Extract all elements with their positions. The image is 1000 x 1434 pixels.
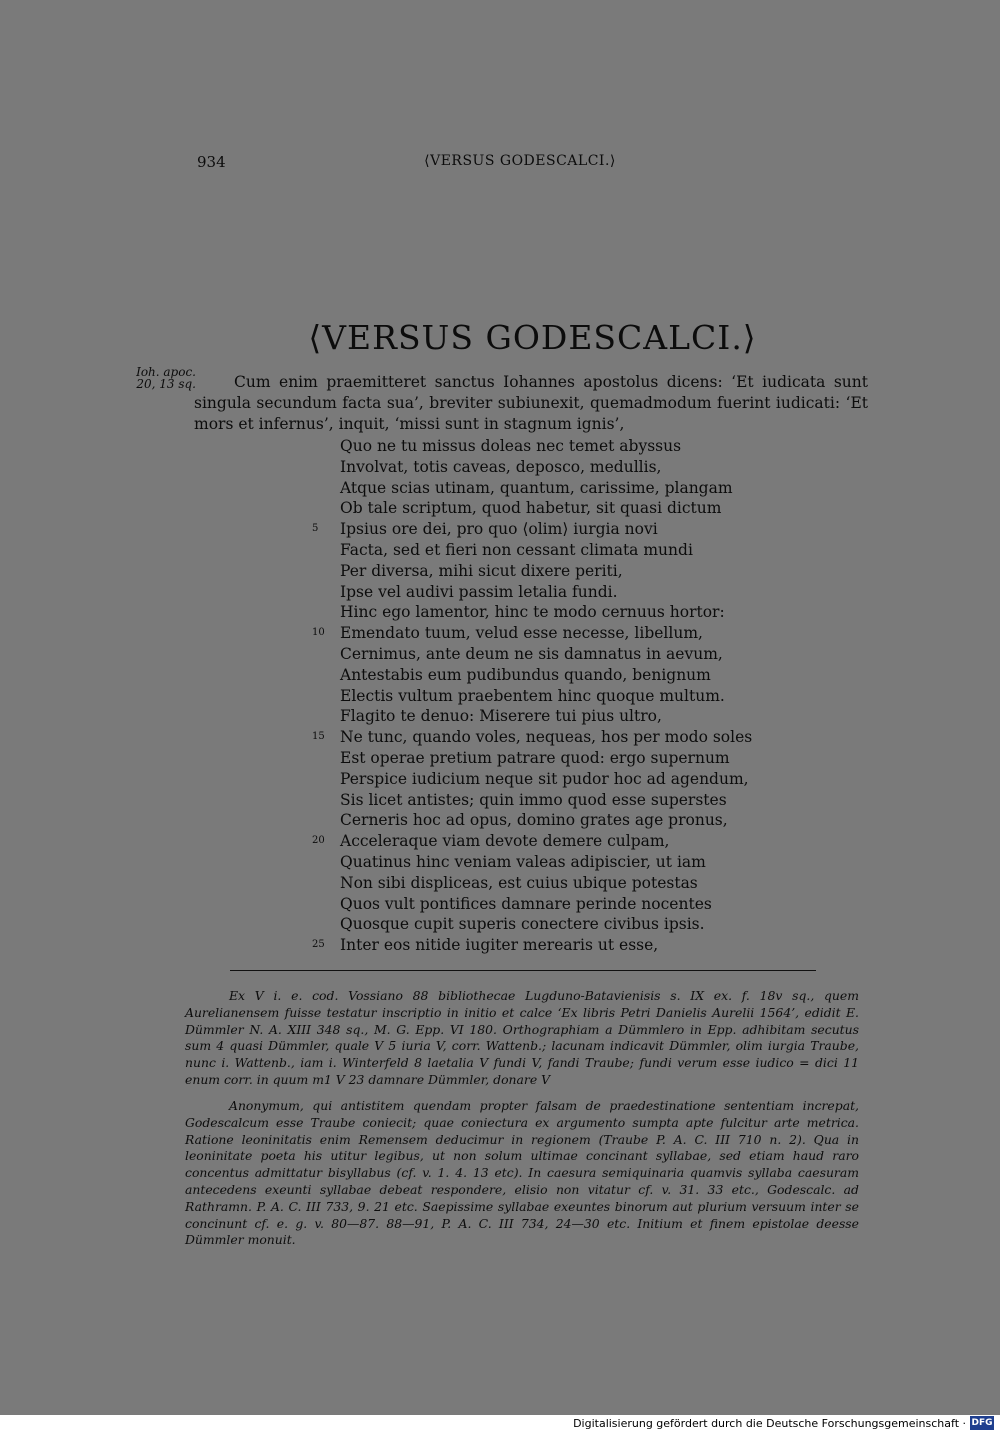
page-number: 934	[197, 153, 226, 171]
verse-text: Ipsius ore dei, pro quo ⟨olim⟩ iurgia novi	[340, 520, 658, 539]
verse-number: 20	[312, 835, 325, 847]
verse-line	[312, 498, 832, 519]
verse-number: 25	[312, 939, 325, 951]
verse-text: Atque scias utinam, quantum, carissime, plangam	[340, 478, 733, 497]
verse-text: Flagito te denuo: Miserere tui pius ultro,	[340, 707, 662, 726]
verse-line	[312, 810, 832, 831]
verse-line	[312, 665, 832, 686]
verse-line	[312, 852, 832, 873]
verse-line	[312, 519, 832, 540]
verse-text: Cernimus, ante deum ne sis damnatus in aevum,	[340, 644, 723, 663]
verse-text: Quos vult pontifices damnare perinde nocentes	[340, 894, 712, 913]
verse-text: Ob tale scriptum, quod habetur, sit quasi dictum	[340, 499, 722, 518]
verse-line	[312, 686, 832, 707]
verse-line	[312, 706, 832, 727]
poem	[312, 436, 832, 956]
verse-line	[312, 914, 832, 935]
verse-text: Quo ne tu missus doleas nec temet abyssus	[340, 437, 682, 455]
verse-text: Hinc ego lamentor, hinc te modo cernuus hortor:	[340, 603, 725, 622]
running-head: ⟨VERSUS GODESCALCI.⟩	[424, 153, 616, 169]
verse-text: Ne tunc, quando voles, nequeas, hos per modo soles	[340, 728, 753, 747]
verse-text: Per diversa, mihi sicut dixere periti,	[340, 561, 623, 580]
verse-number: 5	[312, 523, 319, 535]
verse-line	[312, 540, 832, 561]
margin-note: Ioh. apoc. 20, 13 sq.	[136, 365, 196, 391]
verse-line	[312, 935, 832, 956]
verse-line	[312, 561, 832, 582]
poem-title: ⟨VERSUS GODESCALCI.⟩	[308, 318, 757, 357]
verse-line	[312, 873, 832, 894]
verse-line	[312, 831, 832, 852]
verse-text: Cerneris hoc ad opus, domino grates age pronus,	[340, 811, 728, 830]
verse-line	[312, 623, 832, 644]
verse-text: Involvat, totis caveas, deposco, medullis,	[340, 457, 662, 476]
apparatus-text: Ex V i. e. cod. Vossiano 88 bibliothecae Lugduno-Batavienisis s. IX ex. f. 18v sq., quem Aurelianensem fuisse testatur inscriptio in initio et calce ‘Ex libris Petri Danielis Aurelii 1564’, edidit E. Dümmler N. A. XIII 348 sq., M. G. Epp. VI 180. Orthographiam a Dümmlero in Epp. adhibitam secutus sum 4 quasi Dümmler, quale V 5 iuria V, corr. Wattenb.; lacunam indicavit Dümmler, olim iurgia Traube, nunc i. Wattenb., iam i. Winterfeld 8 laetalia V fundi V, fandi Traube; fundi verum esse iudico = dici 11 enum corr. in quum m1 V 23 damnare Dümmler, donare V	[185, 988, 859, 1087]
commentary	[185, 1098, 859, 1249]
verse-text: Inter eos nitide iugiter merearis ut esse,	[340, 936, 659, 955]
verse-text: Ipse vel audivi passim letalia fundi.	[340, 582, 618, 601]
verse-line	[312, 644, 832, 665]
verse-line	[312, 748, 832, 769]
verse-text: Est operae pretium patrare quod: ergo supernum	[340, 748, 730, 767]
verse-text: Perspice iudicium neque sit pudor hoc ad agendum,	[340, 769, 749, 788]
commentary-text: Anonymum, qui antistitem quendam propter falsam de praedestinatione sententiam increpat, Godescalcum esse Traube coniecit; quae coniectura ex argumento sumpta apte fulcitur arte metrica. Ratione leoninitatis enim Remensem deducimur in regionem (Traube P. A. C. III 710 n. 2). Qua in leoninitate poeta his utitur legibus, ut non solum ultimae concinant syllabae, sed etiam haud raro concentus admittatur bisyllabus (cf. v. 1. 4. 13 etc). In caesura semiquinaria quamvis syllaba caesuram antecedens exeunti syllabae debeat respondere, elisio non vitatur cf. v. 31. 33 etc., Godescalc. ad Rathramn. P. A. C. III 733, 9. 21 etc. Saepissime syllabae exeuntes binorum aut plurium versuum inter se concinunt cf. e. g. v. 80—87. 88—91, P. A. C. III 734, 24—30 etc. Initium et finem epistolae deesse Dümmler monuit.	[185, 1098, 859, 1248]
verse-number: 15	[312, 731, 325, 743]
dfg-logo: DFG	[971, 1418, 993, 1428]
verse-text: Sis licet antistes; quin immo quod esse superstes	[340, 790, 727, 809]
verse-line	[312, 457, 832, 478]
verse-text: Acceleraque viam devote demere culpam,	[340, 832, 670, 851]
verse-line	[312, 436, 832, 457]
funding-note: Digitalisierung gefördert durch die Deutsche Forschungsgemeinschaft ·	[573, 1417, 966, 1430]
verse-line	[312, 894, 832, 915]
verse-line	[312, 602, 832, 623]
intro-text: Cum enim praemitteret sanctus Iohannes apostolus dicens: ‘Et iudicata sunt singula secundum facta sua’, breviter subiunexit, quemadmodum fuerint iudicati: ‘Et mors et infernus’, inquit, ‘missi sunt in stagnum ignis’,	[194, 373, 868, 433]
verse-text: Quosque cupit superis conectere civibus ipsis.	[340, 915, 705, 934]
verse-text: Antestabis eum pudibundus quando, benignum	[340, 665, 711, 684]
footnote-rule	[230, 970, 816, 971]
verse-text: Quatinus hinc veniam valeas adipiscier, ut iam	[340, 852, 706, 871]
verse-line	[312, 769, 832, 790]
critical-apparatus	[185, 988, 859, 1089]
verse-line	[312, 727, 832, 748]
verse-line	[312, 582, 832, 603]
verse-number: 10	[312, 627, 325, 639]
verse-text: Electis vultum praebentem hinc quoque multum.	[340, 686, 725, 705]
intro-paragraph	[194, 372, 868, 435]
verse-line	[312, 478, 832, 499]
verse-text: Facta, sed et fieri non cessant climata mundi	[340, 540, 693, 559]
verse-text: Emendato tuum, velud esse necesse, libellum,	[340, 624, 703, 643]
verse-text: Non sibi displiceas, est cuius ubique potestas	[340, 873, 698, 892]
verse-line	[312, 790, 832, 811]
